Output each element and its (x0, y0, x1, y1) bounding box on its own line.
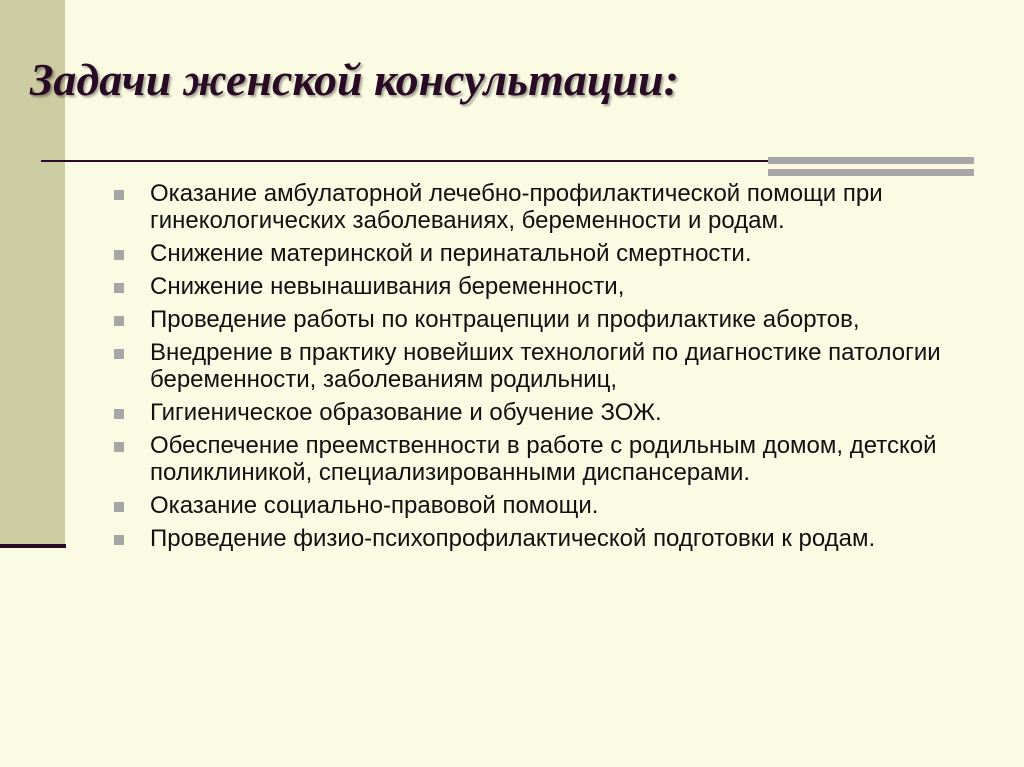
title-divider-accent (768, 157, 974, 177)
list-item-text: Оказание социально-правовой помощи. (150, 492, 599, 519)
square-bullet-icon (114, 190, 124, 200)
list-item-text: Гигиеническое образование и обучение ЗОЖ. (150, 399, 662, 426)
list-item (108, 240, 988, 267)
square-bullet-icon (114, 316, 124, 326)
list-item-text: Проведение физио-психопрофилактической подготовки к родам. (150, 525, 876, 552)
list-item-text: Снижение материнской и перинатальной смертности. (150, 240, 752, 267)
list-item-text: Проведение работы по контрацепции и профилактике абортов, (150, 306, 860, 333)
list-item (108, 399, 988, 426)
list-item (108, 525, 988, 552)
left-strip-divider (0, 544, 66, 548)
list-item (108, 432, 988, 486)
square-bullet-icon (114, 502, 124, 512)
square-bullet-icon (114, 535, 124, 545)
list-item (108, 273, 988, 300)
list-item (108, 180, 988, 234)
task-list (108, 180, 988, 558)
square-bullet-icon (114, 409, 124, 419)
slide-title: Задачи женской консультации: (30, 54, 679, 105)
list-item-text: Снижение невынашивания беременности, (150, 273, 625, 300)
square-bullet-icon (114, 349, 124, 359)
list-item-text: Внедрение в практику новейших технологий по диагностике патологии беременности, заболеваниям родильниц, (150, 339, 941, 393)
list-item (108, 492, 988, 519)
list-item (108, 339, 988, 393)
square-bullet-icon (114, 442, 124, 452)
square-bullet-icon (114, 283, 124, 293)
list-item-text: Обеспечение преемственности в работе с родильным домом, детской поликлиникой, специализированными диспансерами. (150, 432, 937, 486)
list-item (108, 306, 988, 333)
square-bullet-icon (114, 250, 124, 260)
list-item-text: Оказание амбулаторной лечебно-профилактической помощи при гинекологических заболеваниях, беременности и родам. (150, 180, 883, 234)
